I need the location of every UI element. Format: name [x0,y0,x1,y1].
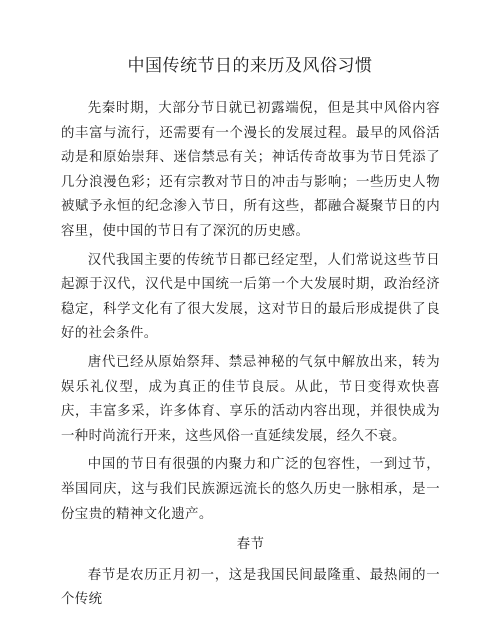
paragraph-han-dynasty: 汉代我国主要的传统节日都已经定型，人们常说这些节日起源于汉代，汉代是中国统一后第一个大发展时期，政治经济稳定，科学文化有了很大发展，这对节日的最后形成提供了良好的社会条件。 [61,252,440,342]
paragraph-spring-festival: 春节是农历正月初一，这是我国民间最隆重、最热闹的一个传统 [61,567,440,608]
paragraph-cohesion: 中国的节日有很强的内聚力和广泛的包容性，一到过节，举国同庆，这与我们民族源远流长的悠久历史一脉相承，是一份宝贵的精神文化遗产。 [61,457,440,522]
paragraph-pre-qin: 先秦时期，大部分节日就已初露端倪，但是其中风俗内容的丰富与流行，还需要有一个漫长的发展过程。最早的风俗活动是和原始崇拜、迷信禁忌有关；神话传奇故事为节日凭添了几分浪漫色彩；还有宗教对节日的冲击与影响；一些历史人物被赋予永恒的纪念渗入节日，所有这些，都融合凝聚节日的内容里，使中国的节日有了深沉的历史感。 [61,101,440,239]
document-title: 中国传统节日的来历及风俗习惯 [127,56,373,76]
document-body [61,97,440,617]
section-heading-spring-festival: 春节 [236,537,265,553]
paragraph-tang-dynasty: 唐代已经从原始祭拜、禁忌神秘的气氛中解放出来，转为娱乐礼仪型，成为真正的佳节良辰。从此，节日变得欢快喜庆，丰富多采，许多体育、享乐的活动内容出现，并很快成为一种时尚流行开来，这些风俗一直延续发展，经久不衰。 [61,354,440,444]
